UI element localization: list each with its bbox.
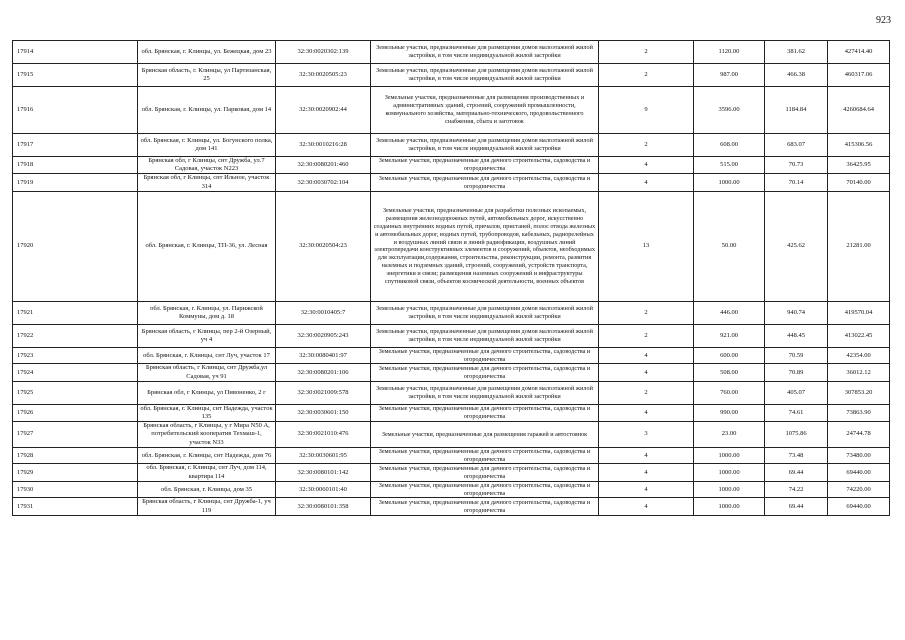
cell-address: Брянская область, г Клинцы, пер 2-й Озерный, уч 4 [138, 324, 276, 347]
cell-area: 515.00 [694, 157, 765, 174]
cell-rate: 70.14 [765, 174, 828, 191]
cell-cadastral-number: 32:30:0080101:358 [276, 498, 371, 515]
cell-address: обл. Брянская, г. Клинцы, ул. Парижской Коммуны, дом д. 18 [138, 301, 276, 324]
cell-cadastral-number: 32:30:0010216:28 [276, 134, 371, 157]
cell-cadastral-number: 32:30:0060101:40 [276, 481, 371, 498]
cell-cadastral-value: 21281.00 [828, 191, 890, 301]
cell-id: 17921 [13, 301, 138, 324]
table-row [13, 41, 890, 64]
table-row [13, 347, 890, 364]
cell-cadastral-number: 32:30:0030601:150 [276, 404, 371, 421]
cell-cadastral-value: 69440.00 [828, 498, 890, 515]
cell-id: 17914 [13, 41, 138, 64]
cell-area: 990.00 [694, 404, 765, 421]
cell-id: 17919 [13, 174, 138, 191]
cell-cadastral-number: 32:30:0080201:106 [276, 364, 371, 381]
cell-area: 987.00 [694, 64, 765, 87]
page-number: 923 [876, 15, 891, 26]
cell-land-use: Земельные участки, предназначенные для размещения гаражей и автостоянок [371, 422, 599, 448]
cell-rate: 69.44 [765, 464, 828, 481]
cell-cadastral-number: 32:30:0080401:97 [276, 347, 371, 364]
table-row [13, 157, 890, 174]
cell-id: 17922 [13, 324, 138, 347]
cell-group: 4 [599, 174, 694, 191]
cell-address: Брянская обл, г Клинцы, ул Пивоненко, 2 г [138, 381, 276, 404]
table-row [13, 174, 890, 191]
cell-rate: 425.62 [765, 191, 828, 301]
cell-cadastral-number: 32:30:0020902:44 [276, 87, 371, 134]
cell-rate: 74.61 [765, 404, 828, 421]
cell-land-use: Земельные участки, предназначенные для дачного строительства, садоводства и огородничества [371, 157, 599, 174]
cell-id: 17930 [13, 481, 138, 498]
cell-address: Брянская область, г Клинцы, снт Дружба-1, уч 119 [138, 498, 276, 515]
cell-group: 2 [599, 381, 694, 404]
cell-cadastral-value: 427414.40 [828, 41, 890, 64]
cell-id: 17920 [13, 191, 138, 301]
cell-address: обл. Брянская, г. Клинцы, дом 35 [138, 481, 276, 498]
cell-cadastral-value: 73863.90 [828, 404, 890, 421]
cell-land-use: Земельные участки, предназначенные для разработки полезных ископаемых, размещения железнодорожных путей, автомобильных дорог, искусственно созданных внутренних водных путей, причалов, пристаней, полос отвода железных и автомобильных дорог, водных путей, трубопроводов, кабельных, радиорелейных и воздушных линий связи и линий радиофикации, воздушных линий электропередачи конструктивных элементов и сооружений, объектов, необходимых для эксплуатации,содержания, строительства, реконструкции, ремонта, развития наземных и подземных зданий, строений, сооружений, устройств транспорта, энергетики и связи; размещения наземных сооружений и инфраструктуры спутниковой связи, объектов космической деятельности, военных объектов [371, 191, 599, 301]
table-row [13, 381, 890, 404]
cell-id: 17926 [13, 404, 138, 421]
cell-area: 50.00 [694, 191, 765, 301]
cell-cadastral-number: 32:30:0021010:476 [276, 422, 371, 448]
cell-rate: 466.38 [765, 64, 828, 87]
cell-cadastral-number: 32:30:0010405:7 [276, 301, 371, 324]
cell-area: 3596.00 [694, 87, 765, 134]
cell-cadastral-value: 307853.20 [828, 381, 890, 404]
cell-area: 1000.00 [694, 464, 765, 481]
cell-area: 1000.00 [694, 174, 765, 191]
cell-land-use: Земельные участки, предназначенные для дачного строительства, садоводства и огородничества [371, 481, 599, 498]
table-row [13, 191, 890, 301]
cell-land-use: Земельные участки, предназначенные для размещения домов малоэтажной жилой застройки, в том числе индивидуальной жилой застройки [371, 324, 599, 347]
cell-land-use: Земельные участки, предназначенные для дачного строительства, садоводства и огородничества [371, 498, 599, 515]
cell-address: обл. Брянская, г. Клинцы, снт Надежда, дом 76 [138, 447, 276, 464]
cell-land-use: Земельные участки, предназначенные для дачного строительства, садоводства и огородничества [371, 464, 599, 481]
cell-address: Брянская обл, г Клинцы, снт Ильное, участок 314 [138, 174, 276, 191]
cell-rate: 70.59 [765, 347, 828, 364]
cell-address: обл. Брянская, г. Клинцы, снт Луч, дом 114, квартира 114 [138, 464, 276, 481]
cell-address: обл. Брянская, г. Клинцы, ул. Богунского полка, дом 141 [138, 134, 276, 157]
cell-address: Брянская область, г Клинцы, у г Мира N50 А, потребительский кооператив Техмаш-1, участок N33 [138, 422, 276, 448]
cell-area: 1000.00 [694, 498, 765, 515]
cell-address: обл. Брянская, г. Клинцы, ул. Бежецкая, дом 23 [138, 41, 276, 64]
cell-cadastral-value: 74220.00 [828, 481, 890, 498]
table-row [13, 301, 890, 324]
table-row [13, 447, 890, 464]
cell-rate: 405.07 [765, 381, 828, 404]
cell-group: 4 [599, 347, 694, 364]
cell-cadastral-number: 32:30:0030702:104 [276, 174, 371, 191]
cell-group: 9 [599, 87, 694, 134]
cell-cadastral-number: 32:30:0020504:23 [276, 191, 371, 301]
cell-rate: 381.62 [765, 41, 828, 64]
table-row [13, 498, 890, 515]
cell-land-use: Земельные участки, предназначенные для размещения домов малоэтажной жилой застройки, в том числе индивидуальной жилой застройки [371, 64, 599, 87]
cell-area: 600.00 [694, 347, 765, 364]
cell-group: 4 [599, 464, 694, 481]
cell-cadastral-value: 24744.78 [828, 422, 890, 448]
cell-rate: 683.07 [765, 134, 828, 157]
cell-land-use: Земельные участки, предназначенные для дачного строительства, садоводства и огородничества [371, 347, 599, 364]
cell-group: 2 [599, 41, 694, 64]
cell-group: 2 [599, 301, 694, 324]
cell-id: 17923 [13, 347, 138, 364]
cadastral-table [12, 40, 890, 516]
cell-group: 3 [599, 422, 694, 448]
cell-cadastral-number: 32:30:0020905:243 [276, 324, 371, 347]
cell-cadastral-number: 32:30:0020505:23 [276, 64, 371, 87]
cell-cadastral-value: 70140.00 [828, 174, 890, 191]
cell-land-use: Земельные участки, предназначенные для размещения домов малоэтажной жилой застройки, в том числе индивидуальной жилой застройки [371, 301, 599, 324]
cell-land-use: Земельные участки, предназначенные для дачного строительства, садоводства и огородничества [371, 447, 599, 464]
cell-cadastral-number: 32:30:0080201:460 [276, 157, 371, 174]
cell-group: 13 [599, 191, 694, 301]
table-row [13, 364, 890, 381]
table-row [13, 422, 890, 448]
cell-address: Брянская область, г. Клинцы, ул Партизанская, 25 [138, 64, 276, 87]
cell-cadastral-value: 415306.56 [828, 134, 890, 157]
cell-cadastral-number: 32:30:0020302:139 [276, 41, 371, 64]
cell-cadastral-value: 419570.04 [828, 301, 890, 324]
cell-id: 17931 [13, 498, 138, 515]
cell-address: обл. Брянская, г. Клинцы, снт Надежда, участок 135 [138, 404, 276, 421]
cell-rate: 70.73 [765, 157, 828, 174]
cell-cadastral-value: 4260684.64 [828, 87, 890, 134]
cell-id: 17929 [13, 464, 138, 481]
cell-area: 508.00 [694, 364, 765, 381]
cell-address: обл. Брянская, г. Клинцы, ул. Парковая, дом 14 [138, 87, 276, 134]
cell-group: 4 [599, 364, 694, 381]
table-body [13, 41, 890, 516]
cell-address: обл. Брянская, г. Клинцы, снт Луч, участок 17 [138, 347, 276, 364]
cell-land-use: Земельные участки, предназначенные для размещения домов малоэтажной жилой застройки, в том числе индивидуальной жилой застройки [371, 381, 599, 404]
cell-group: 4 [599, 404, 694, 421]
cell-group: 4 [599, 447, 694, 464]
cell-area: 921.00 [694, 324, 765, 347]
cell-id: 17918 [13, 157, 138, 174]
cell-cadastral-value: 69440.00 [828, 464, 890, 481]
cell-cadastral-value: 36012.12 [828, 364, 890, 381]
table-row [13, 481, 890, 498]
cell-cadastral-number: 32:30:0080101:142 [276, 464, 371, 481]
table-row [13, 87, 890, 134]
cell-area: 1000.00 [694, 447, 765, 464]
cell-address: обл. Брянская, г. Клинцы, ТП-36, ул. Лесная [138, 191, 276, 301]
cell-rate: 1075.86 [765, 422, 828, 448]
cell-rate: 1184.84 [765, 87, 828, 134]
table-row [13, 404, 890, 421]
cell-area: 760.00 [694, 381, 765, 404]
cell-area: 446.00 [694, 301, 765, 324]
cell-id: 17927 [13, 422, 138, 448]
cell-group: 4 [599, 481, 694, 498]
cell-rate: 74.22 [765, 481, 828, 498]
cell-group: 4 [599, 498, 694, 515]
cell-id: 17917 [13, 134, 138, 157]
cell-rate: 70.89 [765, 364, 828, 381]
cell-rate: 940.74 [765, 301, 828, 324]
cell-cadastral-value: 42354.00 [828, 347, 890, 364]
cell-cadastral-value: 413022.45 [828, 324, 890, 347]
cell-area: 1000.00 [694, 481, 765, 498]
table-row [13, 134, 890, 157]
table-row [13, 464, 890, 481]
cell-cadastral-value: 36425.95 [828, 157, 890, 174]
cell-cadastral-value: 460317.06 [828, 64, 890, 87]
cell-rate: 69.44 [765, 498, 828, 515]
cell-area: 23.00 [694, 422, 765, 448]
cell-id: 17915 [13, 64, 138, 87]
cell-address: Брянская область, г Клинцы, снт Дружба,ул Садовая, уч 91 [138, 364, 276, 381]
cell-rate: 448.45 [765, 324, 828, 347]
cell-group: 4 [599, 157, 694, 174]
cell-rate: 73.48 [765, 447, 828, 464]
cell-id: 17924 [13, 364, 138, 381]
cell-cadastral-number: 32:30:0030601:95 [276, 447, 371, 464]
cell-address: Брянская обл, г Клинцы, снт Дружба, ул.7 Садовая, участок N223 [138, 157, 276, 174]
cell-land-use: Земельные участки, предназначенные для размещения домов малоэтажной жилой застройки, в том числе индивидуальной жилой застройки [371, 41, 599, 64]
cell-id: 17925 [13, 381, 138, 404]
cell-id: 17928 [13, 447, 138, 464]
cell-id: 17916 [13, 87, 138, 134]
cell-group: 2 [599, 64, 694, 87]
cell-area: 608.00 [694, 134, 765, 157]
cell-cadastral-number: 32:30:0021009:578 [276, 381, 371, 404]
cell-land-use: Земельные участки, предназначенные для размещения домов малоэтажной жилой застройки, в том числе индивидуальной жилой застройки [371, 134, 599, 157]
cell-land-use: Земельные участки, предназначенные для размещения производственных и административных зданий, строений, сооружений промышленности, коммунального хозяйства, материально-технического, продовольственного снабжения, сбыта и заготовок [371, 87, 599, 134]
cell-group: 2 [599, 134, 694, 157]
cell-area: 1120.00 [694, 41, 765, 64]
table-row [13, 64, 890, 87]
cell-land-use: Земельные участки, предназначенные для дачного строительства, садоводства и огородничества [371, 174, 599, 191]
cell-group: 2 [599, 324, 694, 347]
cell-land-use: Земельные участки, предназначенные для дачного строительства, садоводства и огородничества [371, 404, 599, 421]
cell-land-use: Земельные участки, предназначенные для дачного строительства, садоводства и огородничества [371, 364, 599, 381]
cell-cadastral-value: 73480.00 [828, 447, 890, 464]
table-row [13, 324, 890, 347]
